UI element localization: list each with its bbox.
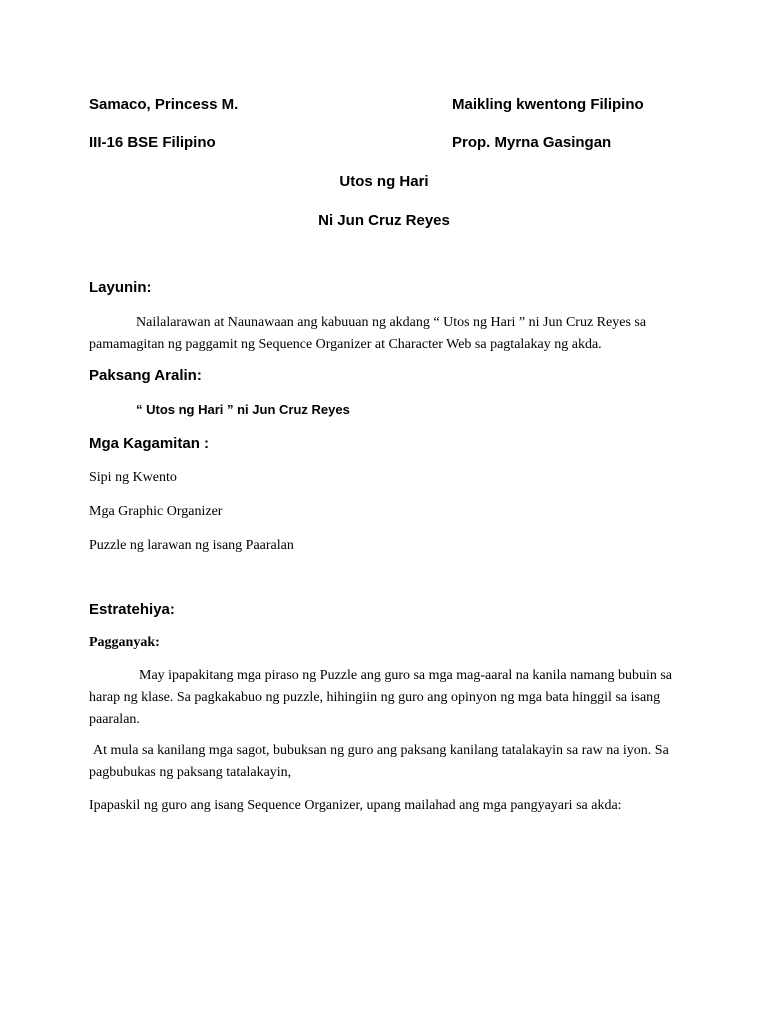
layunin-heading: Layunin: (89, 279, 152, 296)
pagganyak-paragraph-2: At mula sa kanilang mga sagot, bubuksan ng guro ang paksang kanilang tatalakayin sa raw na iyon. Sa pagbubukas ng paksang tatalakayin, (89, 743, 669, 780)
document-title: Utos ng Hari (339, 173, 429, 190)
paksang-aralin-text: “ Utos ng Hari ” ni Jun Cruz Reyes (136, 402, 350, 417)
pagganyak-paragraph-1: May ipapakitang mga piraso ng Puzzle ang guro sa mga mag-aaral na kanila namang bubuin sa harap ng klase. Sa pagkakabuo ng puzzle, hihingiin ng guro ang opinyon ng mga bata hinggil sa isang paaralan. (89, 668, 672, 727)
professor-name: Prop. Myrna Gasingan (452, 134, 612, 151)
section-label: III-16 BSE Filipino (89, 134, 216, 151)
kagamitan-item: Puzzle ng larawan ng isang Paaralan (89, 538, 294, 553)
student-name: Samaco, Princess M. (89, 96, 239, 113)
pagganyak-subheading: Pagganyak: (89, 635, 160, 650)
kagamitan-heading: Mga Kagamitan : (89, 435, 210, 452)
kagamitan-item: Mga Graphic Organizer (89, 504, 223, 519)
kagamitan-item: Sipi ng Kwento (89, 470, 177, 485)
layunin-paragraph: Nailalarawan at Naunawaan ang kabuuan ng akdang “ Utos ng Hari ” ni Jun Cruz Reyes sa pamamagitan ng paggamit ng Sequence Organizer at Character Web sa pagtalakay ng akda. (89, 315, 647, 352)
document-author: Ni Jun Cruz Reyes (318, 212, 450, 229)
estratehiya-heading: Estratehiya: (89, 601, 175, 618)
paksang-aralin-heading: Paksang Aralin: (89, 367, 202, 384)
pagganyak-paragraph-3: Ipapaskil ng guro ang isang Sequence Organizer, upang mailahad ang mga pangyayari sa akda: (89, 798, 622, 813)
course-title: Maikling kwentong Filipino (452, 96, 644, 113)
